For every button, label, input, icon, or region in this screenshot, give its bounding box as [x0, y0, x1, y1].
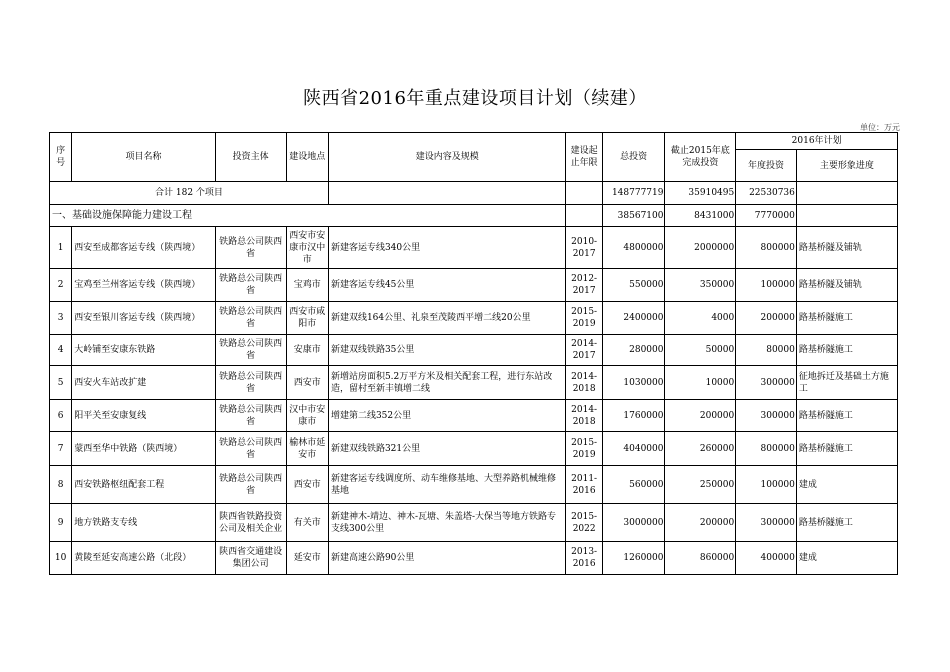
- cell-seq: 7: [50, 432, 72, 466]
- cell-annual-investment: 800000: [736, 432, 797, 466]
- project-table: [49, 132, 898, 575]
- cell-done2015: 4000: [665, 302, 736, 335]
- header-total: 总投资: [602, 133, 665, 182]
- cell-location: 汉中市安康市: [286, 400, 328, 432]
- cell-years: 2010-2017: [566, 227, 602, 269]
- cell-content: 新建客运专线340公里: [328, 227, 566, 269]
- cell-investor: 铁路总公司陕西省: [215, 269, 286, 302]
- cell-progress: 路基桥隧施工: [796, 400, 897, 432]
- cell-content: 新建双线铁路35公里: [328, 335, 566, 366]
- table-row: [50, 466, 898, 504]
- total-done2015: 35910495: [665, 182, 736, 205]
- table-row: [50, 400, 898, 432]
- cell-annual-investment: 300000: [736, 400, 797, 432]
- cell-seq: 6: [50, 400, 72, 432]
- section-done2015: 8431000: [665, 205, 736, 227]
- section-annual: 7770000: [736, 205, 797, 227]
- cell-project-name: 西安铁路枢纽配套工程: [72, 466, 216, 504]
- section-row: [50, 205, 898, 227]
- cell-total-investment: 4800000: [602, 227, 665, 269]
- cell-annual-investment: 100000: [736, 269, 797, 302]
- cell-total-investment: 1260000: [602, 542, 665, 575]
- cell-content: 新建高速公路90公里: [328, 542, 566, 575]
- cell-progress: 路基桥隧施工: [796, 302, 897, 335]
- cell-location: 榆林市延安市: [286, 432, 328, 466]
- cell-annual-investment: 400000: [736, 542, 797, 575]
- table-row: [50, 269, 898, 302]
- cell-investor: 铁路总公司陕西省: [215, 432, 286, 466]
- cell-seq: 1: [50, 227, 72, 269]
- cell-project-name: 大岭铺至安康东铁路: [72, 335, 216, 366]
- header-name: 项目名称: [72, 133, 216, 182]
- cell-seq: 9: [50, 504, 72, 542]
- cell-done2015: 350000: [665, 269, 736, 302]
- cell-years: 2012-2017: [566, 269, 602, 302]
- cell-total-investment: 2400000: [602, 302, 665, 335]
- section-total: 38567100: [602, 205, 665, 227]
- cell-annual-investment: 100000: [736, 466, 797, 504]
- cell-done2015: 860000: [665, 542, 736, 575]
- table-row: [50, 542, 898, 575]
- cell-project-name: 黄陵至延安高速公路（北段）: [72, 542, 216, 575]
- cell-total-investment: 550000: [602, 269, 665, 302]
- cell-investor: 铁路总公司陕西省: [215, 366, 286, 400]
- total-annual: 22530736: [736, 182, 797, 205]
- cell-annual-investment: 300000: [736, 366, 797, 400]
- table-row: [50, 227, 898, 269]
- table-row: [50, 335, 898, 366]
- header-years: 建设起止年限: [566, 133, 602, 182]
- cell-content: 新建客运专线调度所、动车维修基地、大型养路机械维修基地: [328, 466, 566, 504]
- cell-location: 安康市: [286, 335, 328, 366]
- header-plan2016: 2016年计划: [736, 133, 898, 150]
- section-label: 一、基础设施保障能力建设工程: [50, 205, 566, 227]
- unit-label: 单位：万元: [860, 123, 900, 132]
- cell-done2015: 250000: [665, 466, 736, 504]
- header-progress: 主要形象进度: [796, 150, 897, 182]
- cell-project-name: 阳平关至安康复线: [72, 400, 216, 432]
- cell-investor: 铁路总公司陕西省: [215, 466, 286, 504]
- cell-project-name: 西安至银川客运专线（陕西境）: [72, 302, 216, 335]
- cell-progress: 路基桥隧施工: [796, 432, 897, 466]
- cell-content: 增建第二线352公里: [328, 400, 566, 432]
- cell-progress: 建成: [796, 466, 897, 504]
- cell-progress: 路基桥隧及铺轨: [796, 269, 897, 302]
- cell-location: 西安市安康市汉中市: [286, 227, 328, 269]
- cell-project-name: 地方铁路支专线: [72, 504, 216, 542]
- cell-total-investment: 1030000: [602, 366, 665, 400]
- cell-content: 新建双线164公里、礼泉至茂陵西平增二线20公里: [328, 302, 566, 335]
- cell-progress: 路基桥隧及铺轨: [796, 227, 897, 269]
- cell-years: 2014-2018: [566, 366, 602, 400]
- total-label: 合计 182 个项目: [50, 182, 329, 205]
- table-row: [50, 302, 898, 335]
- cell-years: 2014-2017: [566, 335, 602, 366]
- cell-total-investment: 3000000: [602, 504, 665, 542]
- cell-annual-investment: 80000: [736, 335, 797, 366]
- cell-done2015: 200000: [665, 400, 736, 432]
- cell-annual-investment: 200000: [736, 302, 797, 335]
- header-location: 建设地点: [286, 133, 328, 182]
- cell-total-investment: 1760000: [602, 400, 665, 432]
- cell-investor: 陕西省铁路投资公司及相关企业: [215, 504, 286, 542]
- cell-seq: 4: [50, 335, 72, 366]
- cell-investor: 铁路总公司陕西省: [215, 335, 286, 366]
- header-annual: 年度投资: [736, 150, 797, 182]
- header-done2015: 截止2015年底完成投资: [665, 133, 736, 182]
- cell-total-investment: 280000: [602, 335, 665, 366]
- cell-investor: 铁路总公司陕西省: [215, 400, 286, 432]
- cell-progress: 征地拆迁及基础土方施工: [796, 366, 897, 400]
- cell-annual-investment: 800000: [736, 227, 797, 269]
- cell-seq: 2: [50, 269, 72, 302]
- cell-progress: 建成: [796, 542, 897, 575]
- cell-investor: 铁路总公司陕西省: [215, 227, 286, 269]
- cell-project-name: 西安至成都客运专线（陕西境）: [72, 227, 216, 269]
- cell-content: 新建客运专线45公里: [328, 269, 566, 302]
- cell-seq: 10: [50, 542, 72, 575]
- total-investment: 148777719: [602, 182, 665, 205]
- cell-project-name: 蒙西至华中铁路（陕西境）: [72, 432, 216, 466]
- table-row: [50, 504, 898, 542]
- cell-location: 延安市: [286, 542, 328, 575]
- cell-content: 新增站房面积5.2万平方米及相关配套工程，进行东站改造，留村至新丰镇增二线: [328, 366, 566, 400]
- cell-done2015: 50000: [665, 335, 736, 366]
- cell-seq: 5: [50, 366, 72, 400]
- cell-years: 2015-2022: [566, 504, 602, 542]
- cell-total-investment: 4040000: [602, 432, 665, 466]
- cell-location: 西安市咸阳市: [286, 302, 328, 335]
- cell-investor: 陕西省交通建设集团公司: [215, 542, 286, 575]
- cell-seq: 3: [50, 302, 72, 335]
- cell-location: 宝鸡市: [286, 269, 328, 302]
- cell-progress: 路基桥隧施工: [796, 335, 897, 366]
- cell-done2015: 10000: [665, 366, 736, 400]
- header-seq: 序号: [50, 133, 72, 182]
- document-title: 陕西省2016年重点建设项目计划（续建）: [303, 88, 647, 109]
- cell-years: 2011-2016: [566, 466, 602, 504]
- table-row: [50, 432, 898, 466]
- total-row: [50, 182, 898, 205]
- cell-years: 2014-2018: [566, 400, 602, 432]
- table-row: [50, 366, 898, 400]
- cell-years: 2013-2016: [566, 542, 602, 575]
- cell-investor: 铁路总公司陕西省: [215, 302, 286, 335]
- header-investor: 投资主体: [215, 133, 286, 182]
- cell-done2015: 2000000: [665, 227, 736, 269]
- cell-location: 西安市: [286, 466, 328, 504]
- cell-project-name: 西安火车站改扩建: [72, 366, 216, 400]
- cell-years: 2015-2019: [566, 432, 602, 466]
- cell-annual-investment: 300000: [736, 504, 797, 542]
- header-content: 建设内容及规模: [328, 133, 566, 182]
- cell-location: 有关市: [286, 504, 328, 542]
- cell-location: 西安市: [286, 366, 328, 400]
- cell-total-investment: 560000: [602, 466, 665, 504]
- cell-content: 新建神木-靖边、神木-瓦塘、朱盖塔-大保当等地方铁路专支线300公里: [328, 504, 566, 542]
- cell-seq: 8: [50, 466, 72, 504]
- cell-progress: 路基桥隧施工: [796, 504, 897, 542]
- cell-done2015: 200000: [665, 504, 736, 542]
- cell-content: 新建双线铁路321公里: [328, 432, 566, 466]
- cell-done2015: 260000: [665, 432, 736, 466]
- cell-years: 2015-2019: [566, 302, 602, 335]
- cell-project-name: 宝鸡至兰州客运专线（陕西境）: [72, 269, 216, 302]
